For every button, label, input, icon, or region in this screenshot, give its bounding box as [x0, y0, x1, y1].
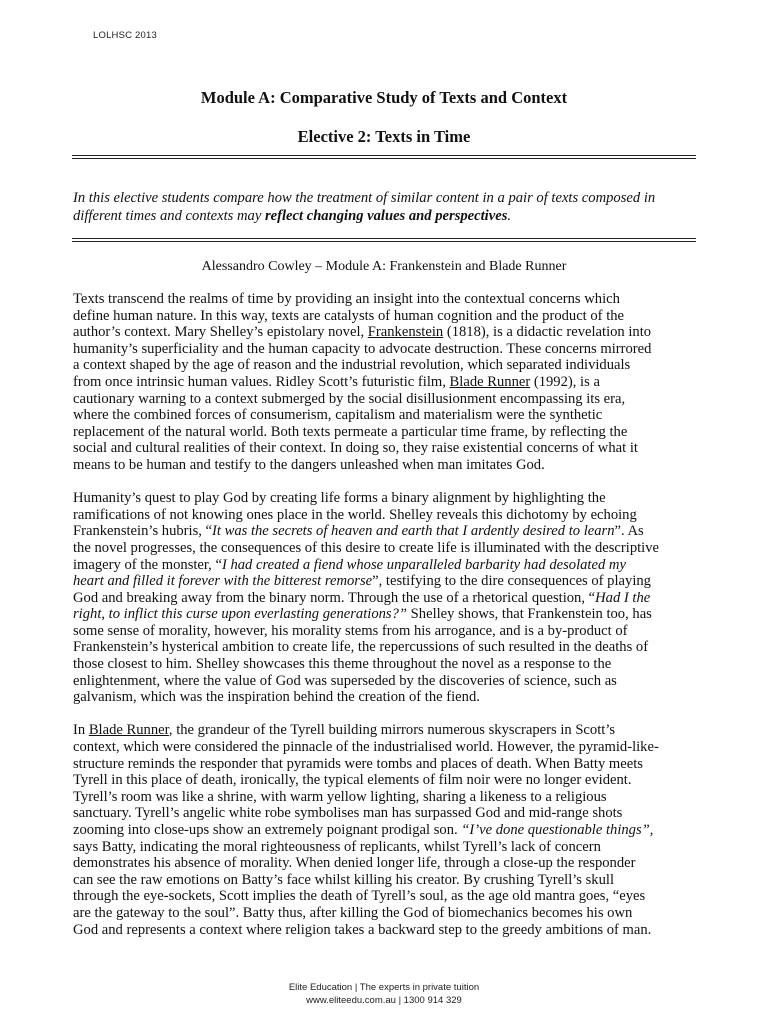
text-line: [73, 722, 703, 739]
text-span: from once intrinsic human values. Ridley Scott’s futuristic film,: [73, 373, 450, 390]
text-span: ”, testifying to the dire consequences of playing: [372, 573, 651, 590]
divider-top-2: [72, 158, 696, 159]
text-span: (1992), is a: [530, 373, 600, 390]
text-line: means to be human and testify to the dangers unleashed when man imitates God.: [73, 456, 545, 473]
text-line: [73, 606, 703, 623]
text-line: Tyrell’s room was like a shrine, with warm yellow lighting, sharing a likeness to a religious: [73, 788, 607, 805]
intro-line: In this elective students compare how the treatment of similar content in a pair of texts composed in: [73, 190, 656, 206]
quote: I had created a fiend whose unparalleled barbarity had desolated my: [221, 556, 626, 573]
divider-mid-1: [72, 238, 696, 239]
elective-title: Elective 2: Texts in Time: [297, 127, 471, 146]
text-span: zooming into close-ups show an extremely poignant prodigal son.: [73, 822, 462, 838]
text-line: galvanism, which was the inspiration behind the creation of the fiend.: [73, 689, 480, 706]
text-line: a context shaped by the age of reason and the industrial revolution, which separated individuals: [73, 357, 631, 374]
text-line: where the combined forces of consumerism, capitalism and materialism were the synthetic: [73, 407, 603, 424]
text-span: , the grandeur of the Tyrell building mirrors numerous skyscrapers in Scott’s: [168, 722, 616, 739]
footer-tagline: Elite Education | The experts in private tuition: [288, 982, 480, 993]
text-line: sanctuary. Tyrell’s angelic white robe symbolises man has surpassed God and mid-range shots: [73, 805, 623, 822]
paragraph-1: [73, 291, 703, 474]
quote: heart and filled it forever with the bitterest remorse: [73, 573, 373, 590]
text-line: those closest to him. Shelley showcases this theme throughout the novel as a response to the: [73, 656, 612, 673]
module-title: Module A: Comparative Study of Texts and Context: [200, 88, 568, 107]
text-span: In: [73, 722, 89, 739]
quote: right, to inflict this curse upon everlasting generations?”: [73, 606, 408, 623]
text-line: replacement of the natural world. Both texts permeate a particular time frame, by reflecting the: [73, 423, 628, 440]
paragraph-3: [73, 722, 703, 938]
essay-byline: Alessandro Cowley – Module A: Frankenstein and Blade Runner: [201, 259, 567, 274]
text-span: imagery of the monster, “: [73, 556, 222, 573]
paragraph-2: [73, 490, 703, 706]
text-line: Tyrell in this place of death, ironically, the typical elements of film noir were no longer evident.: [73, 772, 632, 789]
intro-emphasis: reflect changing values and perspectives: [264, 208, 508, 224]
text-line: structure reminds the responder that pyramids were tombs and places of death. When Batty meets: [73, 755, 643, 772]
text-span: God and breaking away from the binary norm. Through the use of a rhetorical question, “: [73, 589, 596, 606]
intro-line: [73, 208, 511, 224]
text-line: [73, 573, 703, 590]
text-line: [73, 374, 703, 391]
page-footer: [0, 981, 768, 1007]
text-line: the novel progresses, the consequences of this desire to create life is illuminated with the descriptive: [73, 539, 660, 556]
text-line: cautionary warning to a context submerged by the social disillusionment encompassing its era,: [73, 390, 626, 407]
text-line: context, which were considered the pinnacle of the industrialised world. However, the pyramid-like-: [73, 739, 659, 756]
title-frankenstein: Frankenstein: [367, 324, 444, 341]
text-span: (1818), is a didactic revelation into: [443, 324, 652, 341]
text-span: Frankenstein’s hubris, “: [73, 523, 213, 540]
text-line: are the gateway to the soul”. Batty thus, after killing the God of biomechanics becomes his own: [73, 904, 633, 921]
text-span: Shelley shows, that Frankenstein too, has: [407, 606, 652, 623]
essay-body: [73, 291, 703, 955]
elective-intro: [73, 189, 697, 225]
text-line: [73, 822, 703, 839]
text-line: enlightenment, where the value of God was superseded by the discoveries of science, such as: [73, 672, 617, 689]
divider-top-1: [72, 155, 696, 156]
title-blade-runner: Blade Runner: [88, 722, 169, 739]
text-line: some sense of morality, however, his morality stems from his arrogance, and is a by-product of: [73, 622, 628, 639]
text-span: author’s context. Mary Shelley’s epistolary novel,: [73, 324, 368, 341]
text-line: social and cultural realities of their context. In doing so, they raise existential concerns of what it: [73, 440, 638, 457]
text-line: God and represents a context where religion takes a backward step to the greedy ambitions of man.: [73, 921, 652, 938]
title-blade-runner: Blade Runner: [449, 373, 531, 390]
quote: “I’ve done questionable things”,: [461, 822, 654, 838]
text-line: ramifications of not knowing ones place in the world. Shelley reveals this dichotomy by echoing: [73, 506, 637, 523]
text-line: can see the raw emotions on Batty’s face whilst killing his creator. By crushing Tyrell’s skull: [73, 871, 615, 888]
text-line: [73, 590, 703, 607]
text-line: define human nature. In this way, texts are catalysts of human cognition and the product of the: [73, 307, 625, 324]
quote: It was the secrets of heaven and earth that I ardently desired to learn: [212, 523, 615, 540]
text-line: [73, 324, 703, 341]
text-line: says Batty, indicating the moral righteousness of replicants, whilst Tyrell’s lack of concern: [73, 838, 601, 855]
divider-mid-2: [72, 241, 696, 242]
text-line: Humanity’s quest to play God by creating life forms a binary alignment by highlighting the: [73, 490, 606, 507]
footer-contact: www.eliteedu.com.au | 1300 914 329: [306, 995, 462, 1006]
text-line: [73, 557, 703, 574]
quote: Had I the: [595, 589, 651, 606]
text-line: Texts transcend the realms of time by providing an insight into the contextual concerns which: [73, 291, 620, 307]
document-header-tag: LOLHSC 2013: [93, 30, 157, 41]
intro-text: different times and contexts may: [73, 208, 265, 224]
intro-text: .: [507, 208, 512, 224]
text-line: Frankenstein’s hysterical ambition to create life, the repercussions of such resulted in the deaths of: [73, 639, 649, 656]
text-span: ”. As: [614, 523, 644, 540]
text-line: humanity’s superficiality and the human capacity to advocate destruction. These concerns mirrored: [73, 340, 652, 357]
text-line: through the eye-sockets, Scott implies the death of Tyrell’s soul, as the age old mantra goes, “eyes: [73, 888, 646, 905]
text-line: demonstrates his absence of morality. When denied longer life, through a close-up the responder: [73, 855, 636, 872]
text-line: [73, 523, 703, 540]
